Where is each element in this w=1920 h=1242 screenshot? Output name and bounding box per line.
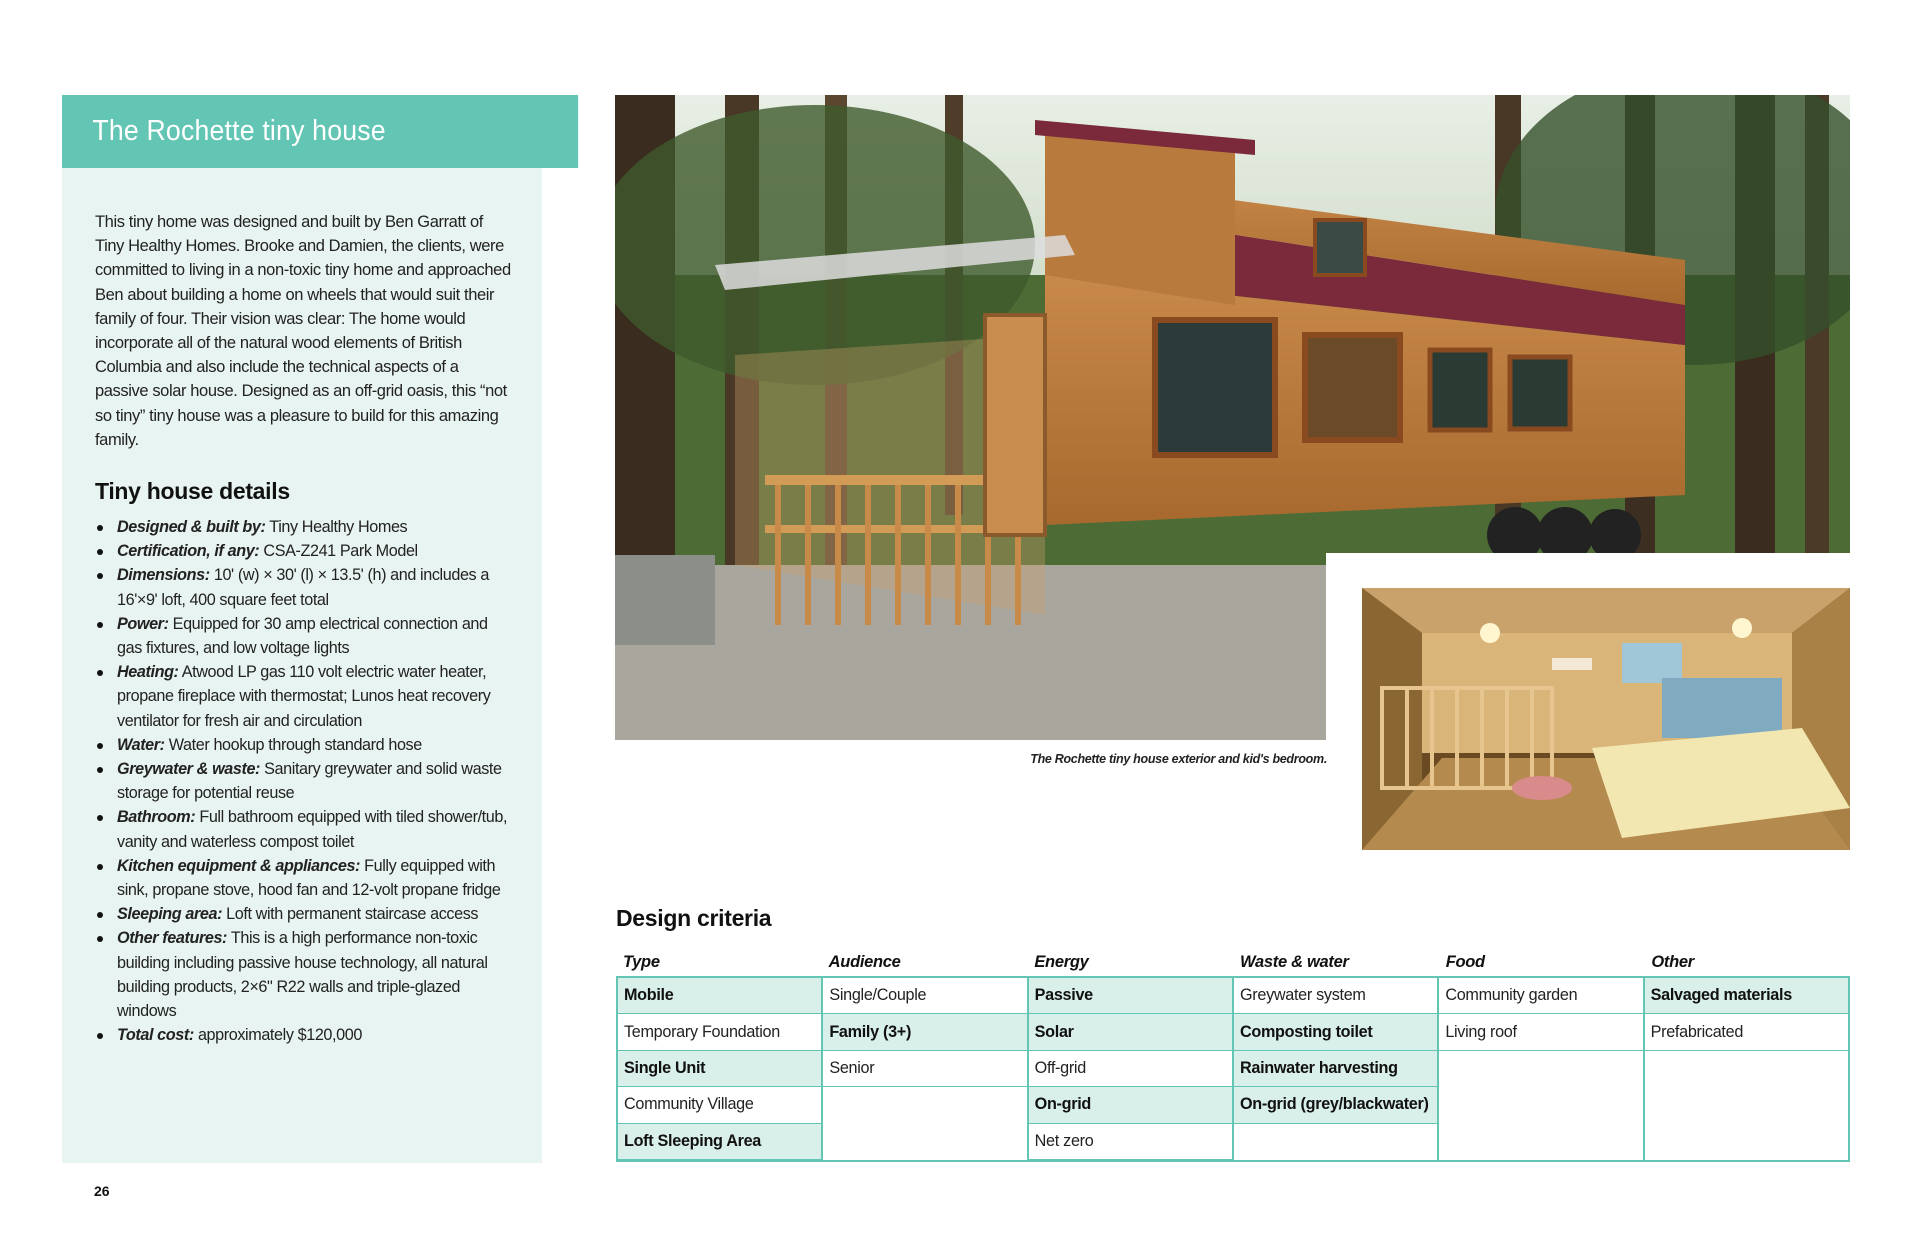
details-item [95,805,514,853]
criteria-column [823,978,1028,1160]
details-item-label: Designed & built by: [117,518,266,537]
criteria-cell: Net zero [1029,1124,1232,1160]
bedroom-photo-illustration [1362,588,1850,850]
details-item-text: approximately $120,000 [193,1026,362,1045]
criteria-table [616,976,1850,1162]
criteria-cell: Rainwater harvesting [1234,1051,1437,1087]
criteria-header-row [616,953,1850,972]
details-item-text: CSA-Z241 Park Model [259,542,418,561]
details-item [95,563,514,611]
details-item-label: Dimensions: [117,566,210,585]
criteria-cell: Composting toilet [1234,1014,1437,1050]
criteria-cell: Community Village [618,1087,821,1123]
criteria-cell: Single Unit [618,1051,821,1087]
details-item [95,757,514,805]
sidebar-panel [62,95,542,1163]
details-item-label: Total cost: [117,1026,194,1045]
details-item-text: Water hookup through standard hose [164,735,422,754]
criteria-column-header: Other [1651,953,1694,971]
details-item-label: Other features: [117,929,228,948]
details-item-text: Equipped for 30 amp electrical connection and gas fixtures, and low voltage lights [117,614,488,658]
criteria-column [1234,978,1439,1160]
criteria-cell: Solar [1029,1014,1232,1050]
criteria-column-header: Energy [1034,953,1089,971]
details-item-text: Fully equipped with sink, propane stove, hood fan and 12-volt propane fridge [117,856,501,900]
criteria-heading: Design criteria [616,905,772,931]
details-item-text: Full bathroom equipped with tiled shower/tub, vanity and waterless compost toilet [117,808,508,851]
criteria-cell: Passive [1029,978,1232,1014]
details-item-label: Bathroom: [117,808,196,827]
details-item-text: This is a high performance non-toxic building including passive house technology, all natural building products, 2×6" R22 walls and triple-glazed windows [117,929,488,1021]
criteria-column-header: Type [623,953,660,971]
intro-paragraph: This tiny home was designed and built by Ben Garratt of Tiny Healthy Homes. Brooke and Damien, the clients, were committed to living in a non-toxic tiny home and approached Ben about building a home on wheels that would suit their family of four. Their vision was clear: The home would incorporate all of the natural wood elements of British Columbia and also include the technical aspects of a passive solar house. Designed as an off-grid oasis, this “not so tiny” tiny house was a pleasure to build for this amazing family. [95,213,511,449]
criteria-column-header: Waste & water [1240,953,1349,971]
details-item [95,660,514,733]
criteria-cell: Community garden [1439,978,1642,1014]
details-item-text: Sanitary greywater and solid waste storage for potential reuse [117,760,502,803]
criteria-column-header: Food [1445,953,1485,971]
page-number: 26 [94,1183,110,1199]
criteria-column [618,978,823,1160]
criteria-cell: Living roof [1439,1014,1642,1050]
details-item [95,926,514,1023]
details-item [95,612,514,660]
details-heading: Tiny house details [95,478,290,505]
details-item-label: Certification, if any: [117,542,260,561]
criteria-cell: Mobile [618,978,821,1014]
details-item-label: Heating: [117,663,179,682]
criteria-cell: Single/Couple [823,978,1026,1014]
details-item-label: Power: [117,614,169,633]
details-item [95,733,514,757]
criteria-cell: Greywater system [1234,978,1437,1014]
details-item [95,539,514,563]
details-item-label: Greywater & waste: [117,760,261,779]
details-item-label: Sleeping area: [117,905,223,924]
photo-caption: The Rochette tiny house exterior and kid's bedroom. [1030,752,1327,766]
details-item-text: Atwood LP gas 110 volt electric water heater, propane fireplace with thermostat; Lunos heat recovery ventilator for fresh air and circulation [117,663,491,730]
details-item-label: Kitchen equipment & appliances: [117,856,361,875]
details-item [95,902,514,926]
criteria-column [1029,978,1234,1160]
criteria-cell: On-grid (grey/blackwater) [1234,1087,1437,1123]
criteria-cell: Off-grid [1029,1051,1232,1087]
details-item [95,515,514,539]
criteria-cell: Senior [823,1051,1026,1087]
criteria-column-header: Audience [828,953,901,971]
criteria-cell: Prefabricated [1645,1014,1848,1050]
criteria-column [1439,978,1644,1160]
details-item-text: Loft with permanent staircase access [222,905,479,924]
page-title: The Rochette tiny house [62,95,578,168]
criteria-cell: Family (3+) [823,1014,1026,1050]
details-item-text: Tiny Healthy Homes [265,518,408,537]
criteria-column [1645,978,1848,1160]
details-item-text: 10' (w) × 30' (l) × 13.5' (h) and includes a 16'×9' loft, 400 square feet total [117,566,489,609]
criteria-cell: On-grid [1029,1087,1232,1123]
details-item-label: Water: [117,735,165,754]
criteria-cell: Salvaged materials [1645,978,1848,1014]
details-list [95,515,514,1047]
criteria-cell: Loft Sleeping Area [618,1124,821,1160]
details-item [95,1023,514,1047]
bedroom-photo [1362,588,1850,850]
details-item [95,854,514,902]
criteria-cell: Temporary Foundation [618,1014,821,1050]
